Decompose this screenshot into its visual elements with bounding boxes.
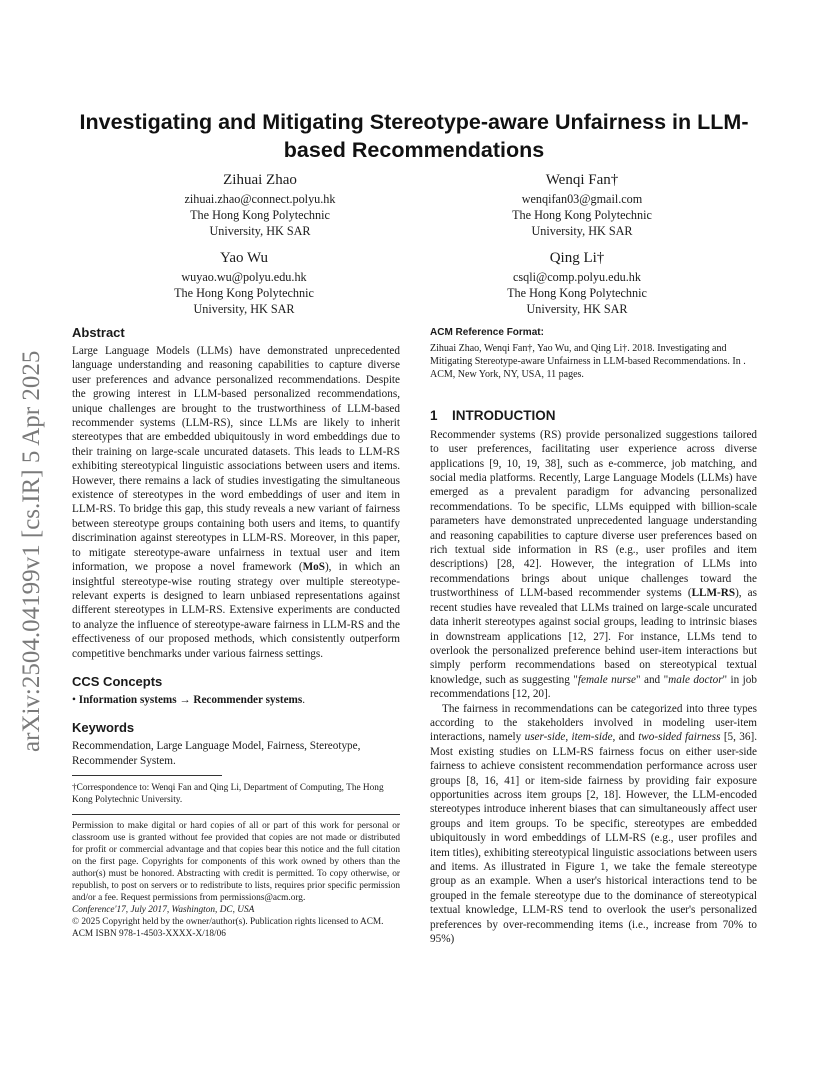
arxiv-identifier: arXiv:2504.04199v1 [cs.IR] 5 Apr 2025 (18, 350, 45, 752)
permission-notice: Permission to make digital or hard copies of all or part of this work for personal or classroom use is granted without fee provided that copies are not made or distributed for profit or commercial advantage and that copies bear this notice and the full citation on the first page. Copyrights for components of this work owned by others than the author(s) must be honored. Abstracting with credit is permitted. To copy otherwise, or republish, to post on servers or to redistribute to lists, requires prior specific permission and/or a fee. Request permissions from permissions@acm.org. (72, 821, 400, 904)
author-affiliation: University, HK SAR (209, 224, 311, 238)
author-email: csqli@comp.polyu.edu.hk (512, 270, 641, 284)
keywords-text: Recommendation, Large Language Model, Fairness, Stereotype, Recommender System. (72, 740, 361, 767)
author-block (145, 170, 375, 239)
author-block (467, 170, 697, 239)
isbn-info: ACM ISBN 978-1-4503-XXXX-X/18/06 (72, 929, 226, 940)
footnote-divider (72, 775, 222, 776)
ccs-concepts: • Information systems → Recommender systems. (72, 693, 306, 706)
author-name: Qing Li† (549, 250, 605, 266)
author-email: zihuai.zhao@connect.polyu.hk (184, 192, 336, 206)
author-name: Wenqi Fan† (545, 172, 619, 188)
author-name: Yao Wu (219, 250, 269, 266)
ccs-heading: CCS Concepts (72, 673, 163, 689)
author-affiliation: The Hong Kong Polytechnic (507, 286, 647, 300)
intro-paragraph: The fairness in recommendations can be categorized into three types according to the stakeholders involved in modeling user-item interactions, namely user-side, item-side, and two-sided fairness [5, 36]. Most existing studies on LLM-RS fairness focus on either user-side fairness to achieve consistent recommendation performance across user groups [8, 16, 41] or item-side fairness by providing fair exposure opportunities across item groups [2, 18]. However, the LLM-encoded stereotypes introduce inherent biases that can simultaneously affect user groups and item groups. To be specific, stereotypes are embedded ubiquitously in word embeddings of LLM-RS (e.g., user profiles and item titles), exhibiting stereotypical linguistic associations between users and items. As illustrated in Figure 1, we take the female stereotype group as an example. When a user's historical interactions tend to be grouped in the female stereotype due to the dominance of stereotypical textual knowledge, LLM-RS tend to overlook the user's personalized preferences by over-recommending items (i.e., increase from 70% to 95%) (430, 702, 757, 946)
conference-info: Conference'17, July 2017, Washington, DC, USA (72, 905, 255, 916)
acm-reference-text: Zihuai Zhao, Wenqi Fan†, Yao Wu, and Qing Li†. 2018. Investigating and Mitigating Stereotype-aware Unfairness in LLM-based Recommendations. In . ACM, New York, NY, USA, 11 pages. (430, 343, 746, 381)
acm-reference-heading: ACM Reference Format: (430, 327, 544, 338)
keywords-heading: Keywords (72, 720, 135, 736)
author-email: wenqifan03@gmail.com (521, 192, 643, 206)
author-affiliation: The Hong Kong Polytechnic (512, 208, 652, 222)
right-column (430, 326, 757, 946)
author-block (129, 248, 359, 317)
permission-divider (72, 814, 400, 815)
author-block (462, 248, 692, 317)
author-affiliation: University, HK SAR (193, 302, 295, 316)
author-affiliation: The Hong Kong Polytechnic (190, 208, 330, 222)
copyright-notice: © 2025 Copyright held by the owner/author(s). Publication rights licensed to ACM. (72, 917, 384, 928)
author-affiliation: University, HK SAR (526, 302, 628, 316)
author-affiliation: The Hong Kong Polytechnic (174, 286, 314, 300)
author-email: wuyao.wu@polyu.edu.hk (181, 270, 307, 284)
introduction-heading: 1 INTRODUCTION (430, 408, 556, 424)
left-column (72, 324, 400, 940)
abstract-heading: Abstract (72, 325, 125, 340)
intro-paragraph: Recommender systems (RS) provide personalized suggestions tailored to user preferences, facilitating user experience across diverse applications [9, 10, 19, 38], such as e-commerce, job matching, and social media platforms. Recently, Large Language Models (LLMs) have emerged as a prevalent paradigm for advancing personalized recommendations. To be specific, LLMs equipped with billion-scale parameters have demonstrated unprecedented language understanding and reasoning capabilities to capture diverse user preferences based on rich textual side information in RS (e.g., user profiles and item descriptions) [28, 42]. However, the integration of LLMs into recommendations brings about unique challenges toward the trustworthiness of LLM-based recommender systems (LLM-RS), as recent studies have revealed that LLMs trained on large-scale uncurated data inherit stereotypes against social groups, leading to intrinsic biases in downstream applications [12, 27]. For instance, LLMs tend to overlook the personalized preference behind user-item interactions but simply perform recommendations based on stereotypical textual knowledge, such as suggesting "female nurse" and "male doctor" in job recommendations [12, 20]. (430, 428, 758, 701)
paper-title: Investigating and Mitigating Stereotype-aware Unfairness in LLM-based Recommendations (79, 110, 749, 162)
author-name: Zihuai Zhao (223, 172, 297, 188)
author-affiliation: University, HK SAR (531, 224, 633, 238)
correspondence-footnote: †Correspondence to: Wenqi Fan and Qing Li, Department of Computing, The Hong Kong Polytechnic University. (72, 783, 384, 806)
abstract-text: Large Language Models (LLMs) have demonstrated unprecedented language understanding and reasoning capabilities to capture diverse user preferences and advance personalized recommendations. Despite the growing interest in LLM-based personalized recommendations, unique challenges are brought to the trustworthiness of LLM-based recommender systems (LLM-RS), since LLMs are likely to inherit stereotypes that are embedded ubiquitously in word embeddings due to their training on large-scale uncurated datasets. This leads to LLM-RS exhibiting stereotypical linguistic associations between users and items. However, there remains a lack of studies investigating the simultaneous existence of stereotypes in the word embeddings of user and item in LLM-RS. To bridge this gap, this study reveals a new variant of fairness between stereotype groups containing both users and items, to quantify discrimination against stereotypes in LLM-RS. Moreover, in this paper, to mitigate stereotype-aware unfairness in textual user and item information, we propose a novel framework (MoS), in which an insightful stereotype-wise routing strategy over multiple stereotype-relevant experts is designed to learn unbiased representations against different stereotypes in LLM-RS. Extensive experiments are conducted to analyze the influence of stereotype-aware fairness in LLM-RS and the effectiveness of our proposed methods, which consistently outperform competitive benchmarks under various fairness settings. (72, 345, 401, 660)
